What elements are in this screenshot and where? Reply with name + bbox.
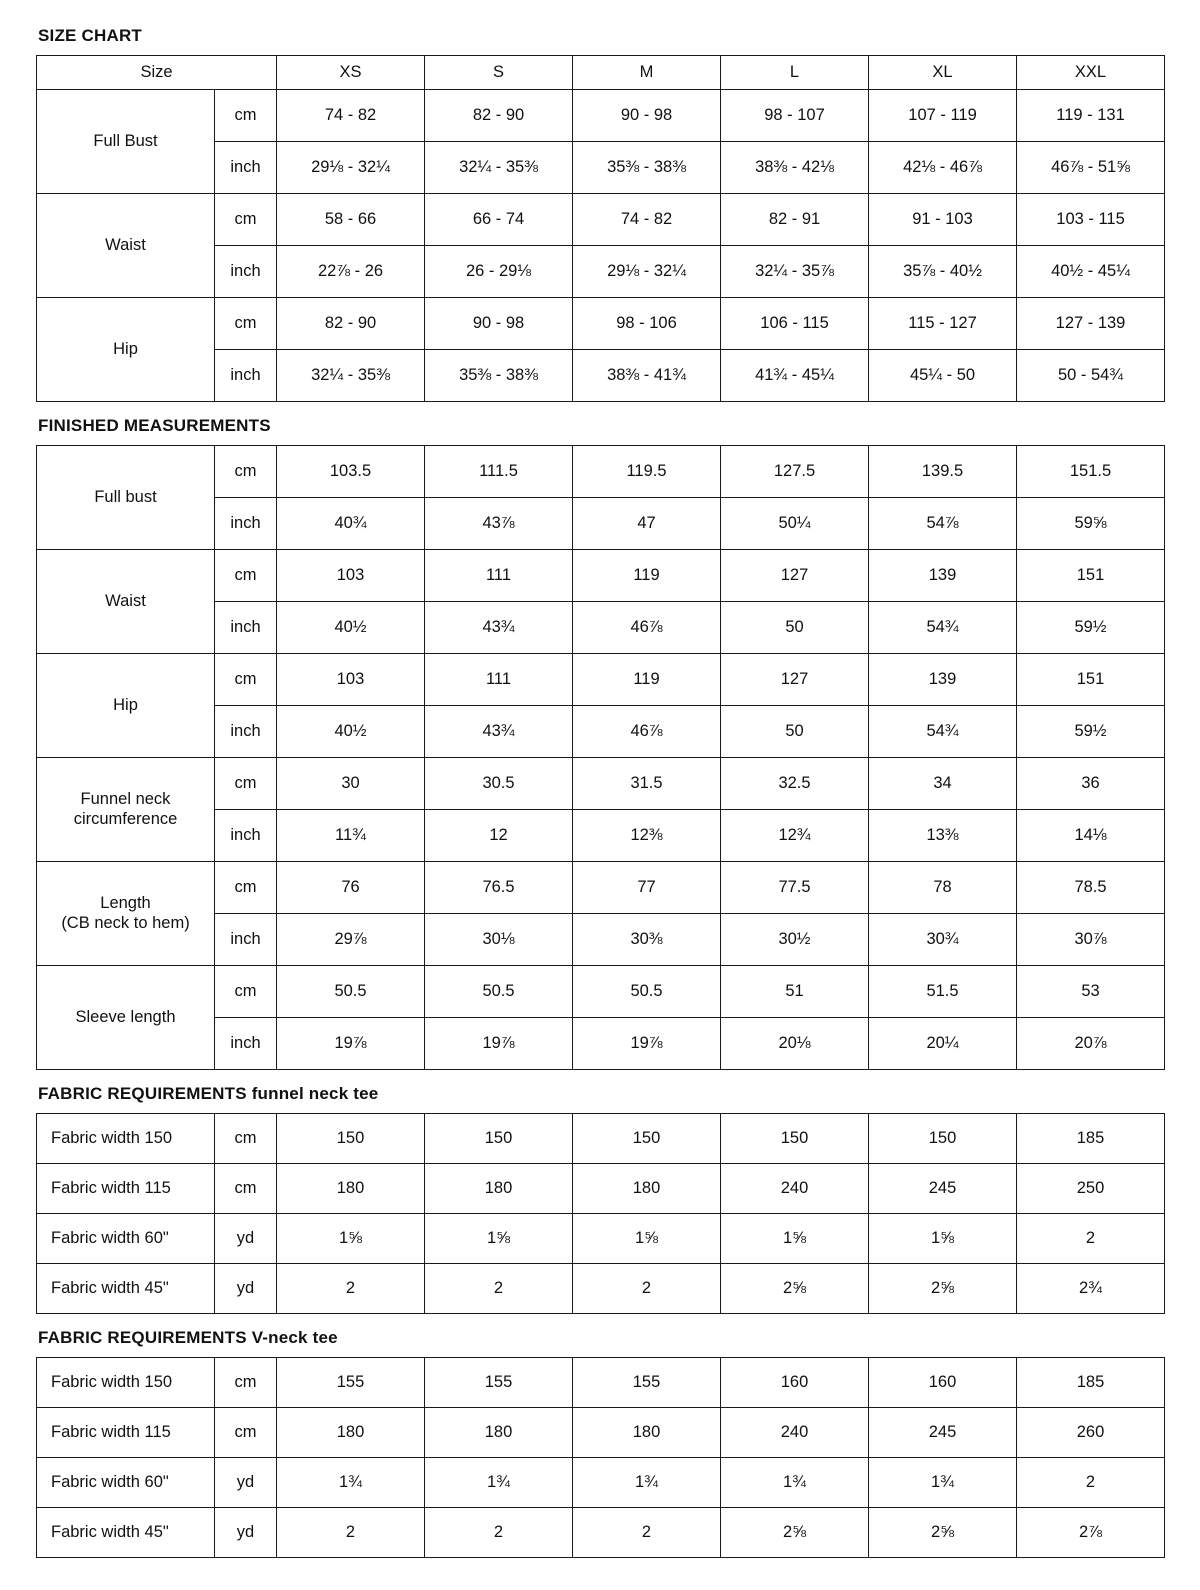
cell-value: 30: [277, 757, 425, 809]
row-label-line2: (CB neck to hem): [61, 914, 190, 933]
row-unit: yd: [215, 1213, 277, 1263]
finished-measurements-table: [36, 445, 1165, 1070]
cell-value: 180: [573, 1407, 721, 1457]
column-header-xxl: XXL: [1017, 56, 1165, 90]
cell-value: 47: [573, 497, 721, 549]
cell-value: 50.5: [573, 965, 721, 1017]
cell-value: 2¾: [1017, 1263, 1165, 1313]
fabric-vneck-table: [36, 1357, 1165, 1558]
cell-value: 111: [425, 653, 573, 705]
cell-value: 38⅜ - 41¾: [573, 349, 721, 401]
cell-value: 115 - 127: [869, 297, 1017, 349]
cell-value: 26 - 29⅛: [425, 245, 573, 297]
fabric-vneck-heading-rest: V-neck tee: [246, 1327, 338, 1347]
cell-value: 250: [1017, 1163, 1165, 1213]
cell-value: 36: [1017, 757, 1165, 809]
row-label-line1: Funnel neck: [80, 789, 171, 808]
cell-value: 78.5: [1017, 861, 1165, 913]
cell-value: 2⅝: [721, 1507, 869, 1557]
cell-value: 78: [869, 861, 1017, 913]
cell-value: 1¾: [573, 1457, 721, 1507]
cell-value: 12: [425, 809, 573, 861]
cell-value: 42⅛ - 46⅞: [869, 141, 1017, 193]
table-row: [37, 1357, 1165, 1407]
row-unit: yd: [215, 1457, 277, 1507]
fabric-funnel-section: [36, 1084, 1164, 1314]
cell-value: 53: [1017, 965, 1165, 1017]
cell-value: 40½: [277, 601, 425, 653]
cell-value: 66 - 74: [425, 193, 573, 245]
row-unit-cm: cm: [215, 89, 277, 141]
cell-value: 54¾: [869, 601, 1017, 653]
cell-value: 13⅜: [869, 809, 1017, 861]
cell-value: 32¼ - 35⅞: [721, 245, 869, 297]
cell-value: 77: [573, 861, 721, 913]
cell-value: 98 - 107: [721, 89, 869, 141]
cell-value: 19⅞: [573, 1017, 721, 1069]
cell-value: 82 - 90: [425, 89, 573, 141]
cell-value: 51.5: [869, 965, 1017, 1017]
cell-value: 54⅞: [869, 497, 1017, 549]
cell-value: 1¾: [721, 1457, 869, 1507]
cell-value: 20⅞: [1017, 1017, 1165, 1069]
cell-value: 103 - 115: [1017, 193, 1165, 245]
table-header-row: [37, 56, 1165, 90]
row-label-funnel-neck-circumference: [37, 757, 215, 861]
cell-value: 29⅛ - 32¼: [573, 245, 721, 297]
row-unit-cm: cm: [215, 965, 277, 1017]
row-unit: cm: [215, 1163, 277, 1213]
table-row: [37, 1407, 1165, 1457]
row-unit: yd: [215, 1263, 277, 1313]
size-chart-heading: SIZE CHART: [38, 26, 142, 45]
table-row: [37, 549, 1165, 601]
cell-value: 119 - 131: [1017, 89, 1165, 141]
table-row: [37, 1507, 1165, 1557]
cell-value: 43¾: [425, 601, 573, 653]
row-label-waist: Waist: [37, 193, 215, 297]
cell-value: 35⅜ - 38⅜: [573, 141, 721, 193]
cell-value: 119: [573, 653, 721, 705]
cell-value: 106 - 115: [721, 297, 869, 349]
cell-value: 2⅝: [721, 1263, 869, 1313]
cell-value: 151.5: [1017, 445, 1165, 497]
cell-value: 59½: [1017, 705, 1165, 757]
cell-value: 58 - 66: [277, 193, 425, 245]
cell-value: 119: [573, 549, 721, 601]
cell-value: 19⅞: [425, 1017, 573, 1069]
cell-value: 50.5: [425, 965, 573, 1017]
cell-value: 30⅜: [573, 913, 721, 965]
cell-value: 91 - 103: [869, 193, 1017, 245]
cell-value: 46⅞: [573, 705, 721, 757]
row-unit-inch: inch: [215, 349, 277, 401]
cell-value: 59⅝: [1017, 497, 1165, 549]
fabric-vneck-heading-bold: FABRIC REQUIREMENTS: [38, 1327, 247, 1347]
cell-value: 240: [721, 1163, 869, 1213]
table-row: [37, 1263, 1165, 1313]
cell-value: 20⅛: [721, 1017, 869, 1069]
cell-value: 30⅞: [1017, 913, 1165, 965]
cell-value: 54¾: [869, 705, 1017, 757]
cell-value: 45¼ - 50: [869, 349, 1017, 401]
row-label-fabric-width-115: Fabric width 115: [37, 1407, 215, 1457]
cell-value: 103: [277, 653, 425, 705]
table-row: [37, 653, 1165, 705]
cell-value: 40½ - 45¼: [1017, 245, 1165, 297]
fabric-vneck-heading: [38, 1328, 1164, 1348]
cell-value: 107 - 119: [869, 89, 1017, 141]
cell-value: 32.5: [721, 757, 869, 809]
cell-value: 32¼ - 35⅜: [277, 349, 425, 401]
cell-value: 1⅝: [277, 1213, 425, 1263]
row-unit-inch: inch: [215, 809, 277, 861]
cell-value: 119.5: [573, 445, 721, 497]
row-label-fabric-width-150: Fabric width 150: [37, 1357, 215, 1407]
size-chart-section: [36, 26, 1164, 402]
cell-value: 2: [573, 1507, 721, 1557]
row-label-fabric-width-60: Fabric width 60": [37, 1213, 215, 1263]
cell-value: 160: [869, 1357, 1017, 1407]
row-unit: cm: [215, 1113, 277, 1163]
cell-value: 1⅝: [869, 1213, 1017, 1263]
cell-value: 41¾ - 45¼: [721, 349, 869, 401]
row-unit: cm: [215, 1407, 277, 1457]
cell-value: 46⅞ - 51⅝: [1017, 141, 1165, 193]
cell-value: 90 - 98: [425, 297, 573, 349]
cell-value: 150: [573, 1113, 721, 1163]
cell-value: 30.5: [425, 757, 573, 809]
table-row: [37, 1213, 1165, 1263]
row-label-full-bust: Full bust: [37, 445, 215, 549]
cell-value: 180: [277, 1407, 425, 1457]
cell-value: 30⅛: [425, 913, 573, 965]
cell-value: 40¾: [277, 497, 425, 549]
finished-measurements-heading: FINISHED MEASUREMENTS: [38, 415, 271, 435]
row-unit-cm: cm: [215, 757, 277, 809]
row-label-hip: Hip: [37, 653, 215, 757]
table-row: [37, 1163, 1165, 1213]
table-row: [37, 89, 1165, 141]
cell-value: 111: [425, 549, 573, 601]
cell-value: 1⅝: [425, 1213, 573, 1263]
cell-value: 180: [425, 1163, 573, 1213]
cell-value: 74 - 82: [277, 89, 425, 141]
table-row: [37, 965, 1165, 1017]
row-unit-inch: inch: [215, 1017, 277, 1069]
cell-value: 180: [573, 1163, 721, 1213]
row-unit-inch: inch: [215, 913, 277, 965]
column-header-m: M: [573, 56, 721, 90]
row-label-waist: Waist: [37, 549, 215, 653]
cell-value: 103: [277, 549, 425, 601]
size-chart-table: [36, 55, 1165, 402]
row-unit-inch: inch: [215, 601, 277, 653]
row-label-length: [37, 861, 215, 965]
cell-value: 98 - 106: [573, 297, 721, 349]
cell-value: 150: [425, 1113, 573, 1163]
cell-value: 245: [869, 1163, 1017, 1213]
cell-value: 103.5: [277, 445, 425, 497]
table-row: [37, 193, 1165, 245]
column-header-s: S: [425, 56, 573, 90]
table-row: [37, 861, 1165, 913]
fabric-funnel-heading-rest: funnel neck tee: [246, 1083, 379, 1103]
cell-value: 14⅛: [1017, 809, 1165, 861]
cell-value: 77.5: [721, 861, 869, 913]
cell-value: 127 - 139: [1017, 297, 1165, 349]
cell-value: 127.5: [721, 445, 869, 497]
cell-value: 1⅝: [721, 1213, 869, 1263]
cell-value: 150: [277, 1113, 425, 1163]
row-label-sleeve-length: Sleeve length: [37, 965, 215, 1069]
cell-value: 1¾: [869, 1457, 1017, 1507]
cell-value: 155: [573, 1357, 721, 1407]
cell-value: 50¼: [721, 497, 869, 549]
cell-value: 74 - 82: [573, 193, 721, 245]
row-label-fabric-width-45: Fabric width 45": [37, 1263, 215, 1313]
cell-value: 2: [425, 1263, 573, 1313]
cell-value: 260: [1017, 1407, 1165, 1457]
cell-value: 38⅜ - 42⅛: [721, 141, 869, 193]
cell-value: 29⅞: [277, 913, 425, 965]
cell-value: 240: [721, 1407, 869, 1457]
cell-value: 2⅞: [1017, 1507, 1165, 1557]
row-label-full-bust: Full Bust: [37, 89, 215, 193]
cell-value: 30½: [721, 913, 869, 965]
cell-value: 2: [425, 1507, 573, 1557]
cell-value: 76: [277, 861, 425, 913]
row-label-hip: Hip: [37, 297, 215, 401]
cell-value: 2: [1017, 1213, 1165, 1263]
row-label-line1: Length: [100, 893, 151, 912]
cell-value: 1¾: [277, 1457, 425, 1507]
cell-value: 151: [1017, 653, 1165, 705]
cell-value: 29⅛ - 32¼: [277, 141, 425, 193]
cell-value: 2: [1017, 1457, 1165, 1507]
cell-value: 35⅞ - 40½: [869, 245, 1017, 297]
cell-value: 127: [721, 653, 869, 705]
column-header-l: L: [721, 56, 869, 90]
row-unit: yd: [215, 1507, 277, 1557]
table-row: [37, 757, 1165, 809]
cell-value: 50: [721, 601, 869, 653]
cell-value: 185: [1017, 1357, 1165, 1407]
cell-value: 40½: [277, 705, 425, 757]
cell-value: 180: [277, 1163, 425, 1213]
cell-value: 150: [869, 1113, 1017, 1163]
cell-value: 2: [277, 1507, 425, 1557]
cell-value: 151: [1017, 549, 1165, 601]
fabric-vneck-section: [36, 1328, 1164, 1558]
cell-value: 31.5: [573, 757, 721, 809]
cell-value: 185: [1017, 1113, 1165, 1163]
cell-value: 76.5: [425, 861, 573, 913]
cell-value: 155: [425, 1357, 573, 1407]
cell-value: 43⅞: [425, 497, 573, 549]
cell-value: 59½: [1017, 601, 1165, 653]
table-row: [37, 445, 1165, 497]
cell-value: 34: [869, 757, 1017, 809]
column-header-xl: XL: [869, 56, 1017, 90]
cell-value: 2⅝: [869, 1507, 1017, 1557]
cell-value: 2⅝: [869, 1263, 1017, 1313]
cell-value: 12⅜: [573, 809, 721, 861]
cell-value: 51: [721, 965, 869, 1017]
cell-value: 139: [869, 653, 1017, 705]
cell-value: 2: [277, 1263, 425, 1313]
table-row: [37, 1113, 1165, 1163]
row-unit-cm: cm: [215, 297, 277, 349]
row-unit-inch: inch: [215, 245, 277, 297]
cell-value: 43¾: [425, 705, 573, 757]
cell-value: 20¼: [869, 1017, 1017, 1069]
row-unit-cm: cm: [215, 653, 277, 705]
cell-value: 139: [869, 549, 1017, 601]
cell-value: 90 - 98: [573, 89, 721, 141]
table-row: [37, 1457, 1165, 1507]
row-unit-cm: cm: [215, 193, 277, 245]
fabric-funnel-heading-bold: FABRIC REQUIREMENTS: [38, 1083, 247, 1103]
cell-value: 245: [869, 1407, 1017, 1457]
row-label-fabric-width-60: Fabric width 60": [37, 1457, 215, 1507]
cell-value: 30¾: [869, 913, 1017, 965]
cell-value: 11¾: [277, 809, 425, 861]
column-header-size: Size: [37, 56, 277, 90]
cell-value: 50.5: [277, 965, 425, 1017]
cell-value: 82 - 90: [277, 297, 425, 349]
cell-value: 19⅞: [277, 1017, 425, 1069]
row-unit: cm: [215, 1357, 277, 1407]
row-label-fabric-width-115: Fabric width 115: [37, 1163, 215, 1213]
cell-value: 2: [573, 1263, 721, 1313]
row-label-line2: circumference: [73, 810, 178, 829]
cell-value: 82 - 91: [721, 193, 869, 245]
cell-value: 12¾: [721, 809, 869, 861]
table-row: [37, 297, 1165, 349]
row-label-fabric-width-45: Fabric width 45": [37, 1507, 215, 1557]
cell-value: 150: [721, 1113, 869, 1163]
row-label-fabric-width-150: Fabric width 150: [37, 1113, 215, 1163]
row-unit-cm: cm: [215, 445, 277, 497]
cell-value: 180: [425, 1407, 573, 1457]
fabric-funnel-table: [36, 1113, 1165, 1314]
fabric-funnel-heading: [38, 1084, 1164, 1104]
cell-value: 50: [721, 705, 869, 757]
cell-value: 22⅞ - 26: [277, 245, 425, 297]
row-unit-cm: cm: [215, 861, 277, 913]
cell-value: 160: [721, 1357, 869, 1407]
cell-value: 111.5: [425, 445, 573, 497]
cell-value: 35⅜ - 38⅜: [425, 349, 573, 401]
row-unit-cm: cm: [215, 549, 277, 601]
cell-value: 155: [277, 1357, 425, 1407]
cell-value: 1⅝: [573, 1213, 721, 1263]
row-unit-inch: inch: [215, 705, 277, 757]
cell-value: 46⅞: [573, 601, 721, 653]
column-header-xs: XS: [277, 56, 425, 90]
finished-measurements-section: [36, 416, 1164, 1070]
cell-value: 1¾: [425, 1457, 573, 1507]
cell-value: 32¼ - 35⅜: [425, 141, 573, 193]
cell-value: 139.5: [869, 445, 1017, 497]
cell-value: 50 - 54¾: [1017, 349, 1165, 401]
row-unit-inch: inch: [215, 141, 277, 193]
row-unit-inch: inch: [215, 497, 277, 549]
cell-value: 127: [721, 549, 869, 601]
